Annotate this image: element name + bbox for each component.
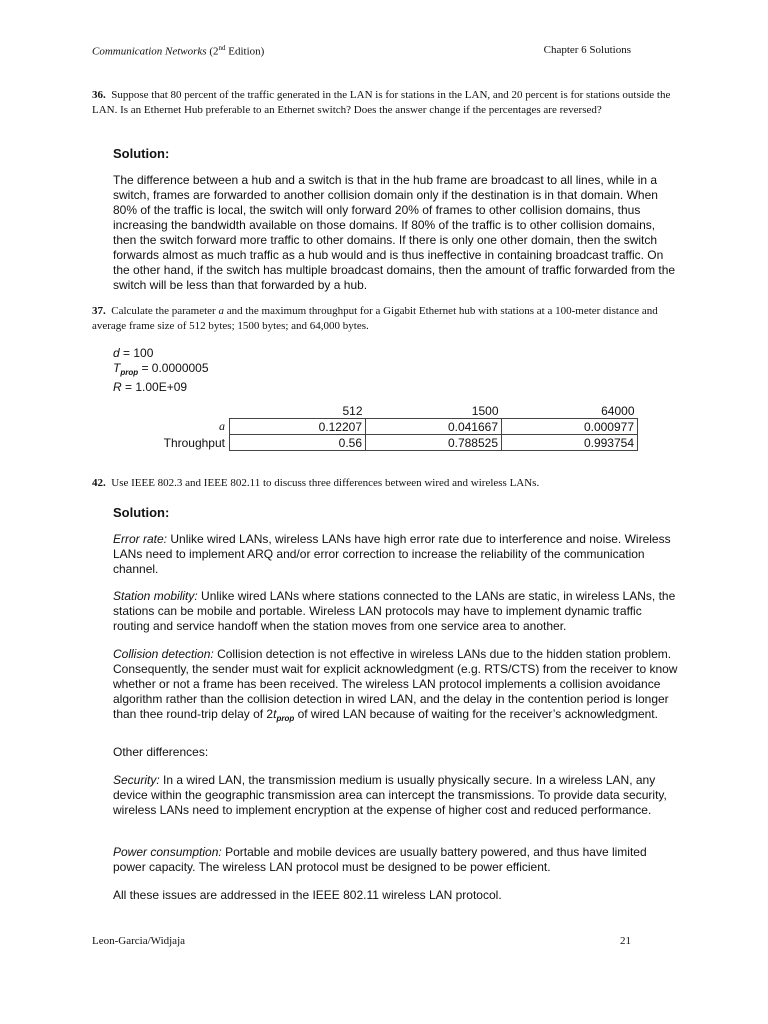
parameters-block: [113, 346, 678, 395]
solution-heading-36: Solution:: [113, 146, 170, 161]
question-text: Use IEEE 802.3 and IEEE 802.11 to discuss three differences between wired and wireless LANs.: [111, 477, 540, 489]
station-mobility-paragraph: Station mobility: Unlike wired LANs where stations connected to the LANs are static, in wireless LANs, the stations can be mobile and portable. Wireless LAN protocols may have to implement dynamic traffic routing and service handoff when the station moves from one service area to another.: [113, 589, 676, 633]
question-number: 37.: [92, 305, 106, 317]
collision-detection-paragraph: Collision detection: Collision detection is not effective in wireless LANs due to the hidden station problem. Consequently, the sender must wait for explicit acknowledgment (e.g. RTS/CTS) from the receiver to know whether or not a frame has been received. The wireless LAN protocol implements a collision avoidance algorithm rather than the collision detection in wired LAN, and the delay in the contention period is longer than thee round-trip delay of $2t_{prop}$ of wired LAN because of waiting for the receiver’s acknowledgment.: [113, 647, 678, 723]
error-rate-paragraph: Error rate: Unlike wired LANs, wireless LANs have high error rate due to interference and noise. Wireless LANs need to implement ARQ and/or error correction to increase the reliability of the communication channel.: [113, 532, 671, 576]
table-cell: 0.12207: [230, 419, 366, 435]
table-row: [113, 419, 638, 435]
term-label: Power consumption:: [113, 845, 222, 859]
table-header-cell: 512: [342, 403, 363, 418]
security-paragraph: Security: In a wired LAN, the transmission medium is usually physically secure. In a wireless LAN, any device within the geographic transmission area can intercept the transmissions. To provide data security, wireless LANs need to implement encryption at the expense of higher cost and reduced performance.: [113, 773, 667, 817]
table-cell: 0.993754: [502, 435, 638, 451]
other-differences: Other differences:: [113, 745, 209, 759]
table-header-cell: 64000: [601, 403, 635, 418]
param-tprop: $T_{prop} = 0.0000005$: [113, 361, 209, 377]
closing-sentence: All these issues are addressed in the IEEE 802.11 wireless LAN protocol.: [113, 888, 502, 902]
page-number: 21: [620, 935, 631, 947]
question-number: 36.: [92, 89, 106, 101]
table-cell: 0.041667: [366, 419, 502, 435]
solution-36-text: The difference between a hub and a switch is that in the hub frame are broadcast to all lines, while in a switch, frames are forwarded to another collision domain only if the destination is in that domain. When 80% of the traffic is local, the switch will only forward 20% of frames to other collision domains, thus increasing the bandwidth available on those domains. If 80% of the traffic is to other collision domains, then the switch forward more traffic to other domains. If there is only one other domain, then the switch forwards almost as much traffic as a hub would and is thus ineffective in containing broadcast traffic. On the other hand, if the switch has multiple broadcast domains, then the amount of traffic forwarded from the switch will be less than that forwarded by a hub.: [113, 173, 676, 292]
param-d: d = 100: [113, 346, 154, 360]
table-header-cell: 1500: [471, 403, 499, 418]
table-cell: 0.56: [230, 435, 366, 451]
question-37: 37. Calculate the parameter a and the maximum throughput for a Gigabit Ethernet hub with stations at a 100-meter distance and average frame size of 512 bytes; 1500 bytes; and 64,000 bytes.: [92, 305, 658, 332]
question-text: Suppose that 80 percent of the traffic generated in the LAN is for stations in the LAN, and 20 percent is for stations outside the LAN. Is an Ethernet Hub preferable to an Ethernet switch? Does the answer change if the percentages are reversed?: [92, 89, 671, 116]
question-number: 42.: [92, 477, 106, 489]
throughput-table: [113, 403, 638, 451]
term-label: Collision detection:: [113, 647, 214, 661]
table-cell: 0.788525: [366, 435, 502, 451]
question-42: [92, 476, 678, 491]
term-label: Error rate:: [113, 532, 168, 546]
power-consumption-paragraph: Power consumption: Portable and mobile devices are usually battery powered, and thus have limited power capacity. The wireless LAN protocol must be designed to be power efficient.: [113, 845, 647, 874]
page-header-right: Chapter 6 Solutions: [543, 44, 631, 56]
term-label: Station mobility:: [113, 589, 198, 603]
param-r: R = 1.00E+09: [113, 380, 188, 394]
page-header-left: Communication Networks (2nd Edition): [92, 44, 265, 58]
book-title: Communication Networks: [92, 45, 207, 58]
row-label-throughput: Throughput: [163, 435, 225, 450]
solution-heading-42: Solution:: [113, 505, 170, 520]
row-label-a: a: [219, 419, 225, 433]
table-header-row: [113, 403, 638, 419]
page-footer-authors: Leon-Garcia/Widjaja: [92, 935, 186, 947]
table-cell: 0.000977: [502, 419, 638, 435]
table-row: [113, 435, 638, 451]
term-label: Security:: [113, 773, 160, 787]
question-36: [92, 88, 678, 118]
